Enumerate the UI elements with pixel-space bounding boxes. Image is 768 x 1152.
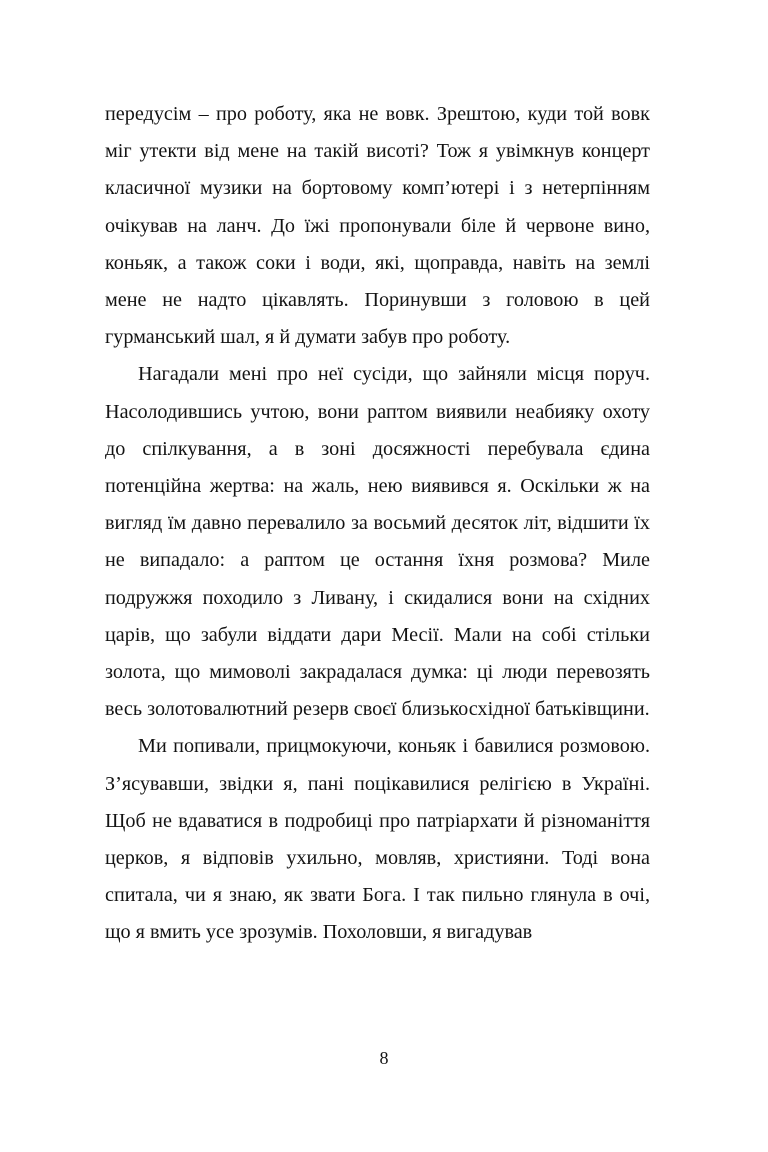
paragraph: Ми попивали, прицмокуючи, коньяк і бавилися розмовою. З’ясувавши, звідки я, пані поцікавилися релігією в Україні. Щоб не вдаватися в подробиці про патріархати й різноманіття церков, я відповів ухильно, мовляв, християни. Тоді вона спитала, чи я знаю, як звати Бога. І так пильно глянула в очі, що я вмить усе зрозумів. Похоловши, я вигадував xyxy=(105,735,650,944)
page-body xyxy=(105,96,650,952)
paragraph: Нагадали мені про неї сусіди, що зайняли місця поруч. Насолодившись учтою, вони раптом виявили неабияку охоту до спілкування, а в зоні досяжності перебувала єдина потенційна жертва: на жаль, нею виявився я. Оскільки ж на вигляд їм давно перевалило за восьмий десяток літ, відшити їх не випадало: а раптом це остання їхня розмова? Миле подружжя походило з Ливану, і скидалися вони на східних царів, що забули віддати дари Месії. Мали на собі стільки золота, що мимоволі закрадалася думка: ці люди перевозять весь золотовалютний резерв своєї близькосхідної батьківщини. xyxy=(105,363,650,721)
paragraph: передусім – про роботу, яка не вовк. Зрештою, куди той вовк міг утекти від мене на такій висоті? Тож я увімкнув концерт класичної музики на бортовому комп’ютері і з нетерпінням очікував на ланч. До їжі пропонували біле й червоне вино, коньяк, а також соки і води, які, щоправда, навіть на землі мене не надто цікавлять. Поринувши з головою в цей гурманський шал, я й думати забув про роботу. xyxy=(105,103,650,349)
page-number: 8 xyxy=(379,1048,389,1068)
